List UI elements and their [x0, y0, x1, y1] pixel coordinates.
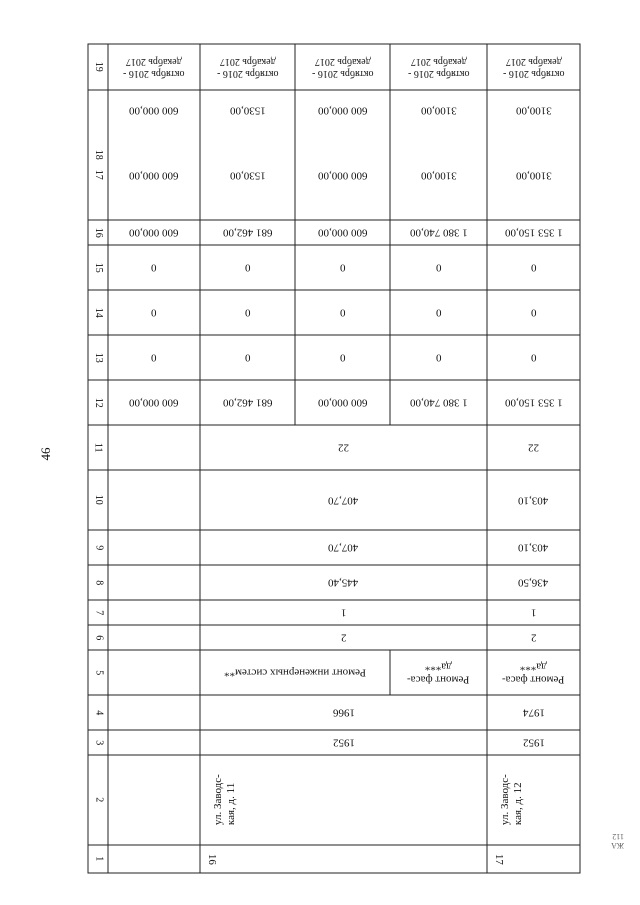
work-type-16b: Ремонт фаса- да*** [407, 660, 470, 686]
area-b-17: 403,10 [518, 494, 549, 507]
work-type-17: Ремонт фаса- да*** [502, 660, 565, 686]
cost-c15: 0 [151, 261, 157, 274]
cost-c13: 0 [435, 351, 442, 364]
term: октябрь 2016 - декабрь 2017 [407, 56, 470, 79]
row-number-16: 16 [205, 853, 218, 865]
cost-c18: 1530,00 [229, 104, 266, 117]
cost-c17: 600 000,00 [129, 169, 179, 182]
col-header-17: 17 [92, 170, 104, 180]
residents-17: 22 [528, 441, 539, 454]
col-header-5: 5 [92, 670, 104, 675]
cost-c17: 600 000,00 [317, 169, 368, 182]
address-row-16: ул. Заводс- кая, д. 11 [211, 774, 236, 826]
area-total-16: 445,40 [328, 576, 359, 589]
page-stamp: ЖА 112 [611, 832, 624, 850]
cost-c16: 600 000,00 [317, 226, 368, 239]
cost-total: 681 462,00 [222, 396, 273, 409]
area-a-17: 403,10 [518, 541, 549, 554]
col-header-14: 14 [92, 307, 104, 318]
cost-c15: 0 [435, 261, 442, 274]
term: октябрь 2016 - декабрь 2017 [216, 56, 279, 79]
cost-c18: 600 000,00 [317, 104, 368, 117]
col-header-16: 16 [92, 227, 104, 238]
col-header-10: 10 [92, 495, 104, 505]
col-header-1: 1 [92, 856, 104, 862]
col-header-15: 15 [92, 262, 104, 273]
cost-total: 600 000,00 [129, 396, 179, 409]
cost-c15: 0 [339, 261, 346, 274]
page-number: 46 [38, 447, 53, 461]
cost-c16: 1 380 740,00 [409, 226, 468, 239]
col-header-11: 11 [92, 442, 104, 453]
cost-c15: 0 [244, 261, 251, 274]
col-header-13: 13 [92, 352, 104, 363]
floors-16: 2 [340, 631, 347, 644]
col-header-4: 4 [92, 710, 104, 715]
cost-c16: 1 353 150,00 [504, 226, 563, 239]
address-row-17: ул. Заводс- кая, д. 12 [498, 774, 523, 826]
area-a-16: 407,70 [328, 541, 359, 554]
cost-c13: 0 [151, 351, 157, 364]
year-overhaul-17: 1974 [522, 706, 545, 719]
work-type-16a: Ремонт инженерных систем** [224, 666, 366, 679]
cost-total: 1 353 150,00 [504, 396, 563, 409]
col-header-18: 18 [92, 150, 104, 160]
cost-c17: 3100,00 [515, 169, 552, 182]
cost-c13: 0 [244, 351, 251, 364]
cost-c13: 0 [530, 351, 537, 364]
col-header-12: 12 [92, 397, 104, 408]
term: октябрь 2016 - декабрь 2017 [502, 56, 565, 79]
year-built-17: 1952 [522, 736, 545, 749]
col-header-3: 3 [92, 740, 104, 745]
year-built-16: 1952 [332, 736, 355, 749]
cost-c18: 600 000,00 [129, 104, 179, 117]
term: октябрь 2016 - декабрь 2017 [123, 56, 185, 79]
cost-c14: 0 [151, 306, 157, 319]
floors-17: 2 [530, 631, 537, 644]
year-overhaul-16: 1966 [332, 706, 355, 719]
cost-total: 600 000,00 [317, 396, 368, 409]
cost-c15: 0 [530, 261, 537, 274]
col-header-2: 2 [92, 797, 104, 803]
term: октябрь 2016 - декабрь 2017 [311, 56, 374, 79]
cost-c13: 0 [339, 351, 346, 364]
cost-total: 1 380 740,00 [409, 396, 468, 409]
cost-c17: 3100,00 [420, 169, 457, 182]
cost-c16: 681 462,00 [222, 226, 273, 239]
col-header-6: 6 [92, 635, 104, 640]
cost-c14: 0 [244, 306, 251, 319]
entrances-17: 1 [530, 606, 537, 619]
area-total-17: 436,50 [518, 576, 549, 589]
col-header-9: 9 [92, 545, 104, 550]
cost-c14: 0 [530, 306, 537, 319]
residents-16: 22 [338, 441, 349, 454]
entrances-16: 1 [340, 606, 347, 619]
cost-c17: 1530,00 [229, 169, 266, 182]
cost-c18: 3100,00 [515, 104, 552, 117]
col-header-19: 19 [92, 62, 104, 72]
cost-c16: 600 000,00 [129, 226, 179, 239]
col-header-8: 8 [92, 580, 104, 585]
cost-c18: 3100,00 [420, 104, 457, 117]
cost-c14: 0 [435, 306, 442, 319]
col-header-7: 7 [92, 610, 104, 615]
row-number-17: 17 [492, 853, 505, 865]
area-b-16: 407,70 [328, 494, 359, 507]
cost-c14: 0 [339, 306, 346, 319]
